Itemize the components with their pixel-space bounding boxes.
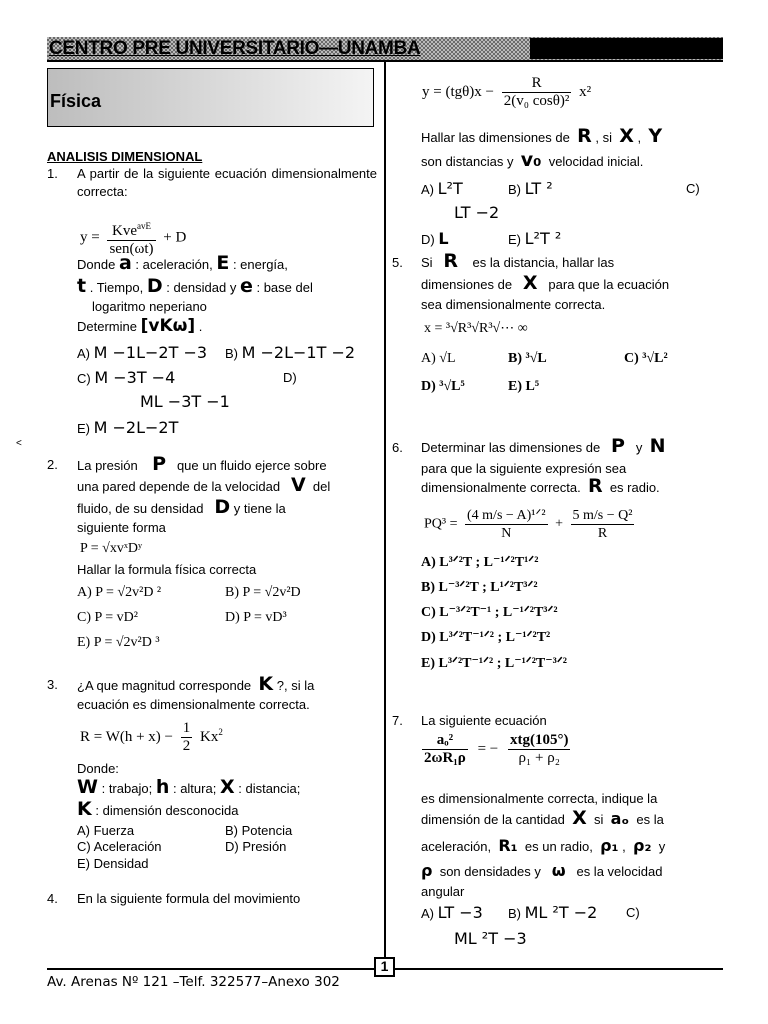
q4-l1a: Hallar las dimensiones de [421,130,570,145]
q7-var-w: ω [551,861,566,880]
q1-d7: logaritmo neperiano [92,299,207,314]
q6-plus: + [555,516,564,532]
q1-opt-b-val: M −2L−1T −2 [241,343,356,362]
q5-var-X: X [522,272,538,294]
q3-w-desc: : trabajo; [101,781,153,796]
q1-donde-line [77,252,288,274]
q6-opt-e: E) L³ᐟ²T⁻¹ᐟ² ; L⁻¹ᐟ²T⁻³ᐟ² [421,656,567,671]
q2-var-D: D [214,496,231,518]
q3-var-K2: K [77,798,92,820]
q4-eq-tail: x² [579,83,592,100]
q3-opt-c: C) Aceleración [77,839,162,854]
q2-opt-b: B) P = √2v²D [225,585,301,600]
q6-opt-a: A) L³ᐟ²T ; L⁻¹ᐟ²T¹ᐟ² [421,555,539,570]
q2-opt-d: D) P = vD³ [225,610,287,625]
q7-eq: = − [477,740,499,757]
q4-opt-b: B) [508,182,521,197]
q4-opt-c: C) [686,181,700,196]
q5-l2a: dimensiones de [421,277,513,292]
q4-option-b [508,180,553,198]
q5-line3: sea dimensionalmente correcta. [421,297,606,312]
q6-line2: para que la siguiente expresión sea [421,461,627,476]
q5-opt-a: A) √L [421,351,456,366]
q7-line5 [421,862,662,880]
q3-line1 [77,673,315,695]
q1-d2: : aceleración, [135,257,213,272]
q7-var-p: ρ [421,861,433,880]
q3-opt-b: B) Potencia [225,823,293,838]
q7-option-b [508,904,597,922]
q7-var-R1: R₁ [498,836,518,855]
q2-formula: P = √xvˣDʸ [80,541,143,556]
q7-l4b: es un radio, [524,839,593,854]
q6-f1-den: N [501,526,512,541]
q4-opt-a: A) [421,182,434,197]
q5-formula: x = ³√R³√R³√⋯ ∞ [424,321,528,336]
q4-text: En la siguiente formula del movimiento [77,891,301,906]
q5-l1b: es la distancia, hallar las [472,255,615,270]
q7-option-a [421,904,483,922]
q2-l2a: una pared depende de la velocidad [77,479,281,494]
q1-option-b [225,344,355,362]
q4-option-a [421,180,463,198]
q1-det-expr: [vKω] [140,316,196,336]
q7-y: y [658,839,666,854]
q4-line2 [421,149,644,171]
q1-opt-e-val: M −2L−2T [93,418,179,437]
q2-l3b: y tiene la [233,501,286,516]
q3-x-desc: : distancia; [238,781,301,796]
q1-determine: Determine [vKω] . [77,316,203,336]
q1-stem: A partir de la siguiente ecuación dimensionalmente correcta: [77,166,377,199]
q2-l2b: del [312,479,331,494]
q6-y: y [635,440,643,455]
q5-number: 5. [392,255,403,270]
q6-var-N: N [649,435,666,457]
q4-var-X: X [619,125,634,147]
q6-f2-num: 5 m/s − Q² [572,508,633,523]
q4-opt-d-val: L [438,229,449,248]
q3-eq-num: 1 [182,720,191,736]
q6-opt-b: B) L⁻³ᐟ²T ; L¹ᐟ²T³ᐟ² [421,580,538,595]
q3-vars-line [77,776,301,798]
q4-opt-c-val: LT −2 [454,203,500,222]
q4-var-R: R [577,125,592,147]
q4-opt-b-val: LT ² [524,179,553,198]
q7-line6: angular [421,884,465,899]
q3-opt-e: E) Densidad [77,856,149,871]
q2-var-P: P [152,453,167,475]
q1-d5: : densidad y [166,280,237,295]
q2-line1 [77,453,377,475]
q2-var-V: V [290,474,306,496]
q3-eq-lhs: R = W(h + x) − [80,728,174,745]
q3-var-X: X [219,776,235,798]
q2-opt-a: A) P = √2v²D ² [77,585,162,600]
q2-hallar: Hallar la formula física correcta [77,562,257,577]
q1-det-label: Determine [77,319,137,334]
q6-f2-den: R [597,526,608,541]
q6-var-R: R [587,475,603,497]
q3-l1a: ¿A que magnitud corresponde [77,678,252,693]
q1-number: 1. [47,166,58,181]
q6-number: 6. [392,440,403,455]
q7-line2: es dimensionalmente correcta, indique la [421,791,658,806]
q5-opt-c: C) ³√L² [624,351,668,366]
q3-donde: Donde: [77,761,119,776]
q2-l1b: que un fluido ejerce sobre [176,458,327,473]
q6-f1-num: (4 m/s − A)¹ᐟ² [467,508,546,523]
q5-opt-b: B) ³√L [508,351,547,366]
q2-line4: siguiente forma [77,520,166,535]
q4-comma: , [637,130,642,145]
q1-opt-d-val: ML −3T −1 [140,392,230,411]
q6-l3b: es radio. [609,480,660,495]
header-title: CENTRO PRE UNIVERSITARIO—UNAMBA [49,38,421,59]
q7-opt-a-val: LT −3 [437,903,483,922]
page-number: 1 [374,957,395,977]
q6-line3 [421,475,660,497]
q7-l5a: son densidades y [439,864,541,879]
q6-opt-c: C) L⁻³ᐟ²T⁻¹ ; L⁻¹ᐟ²T³ᐟ² [421,605,558,620]
q3-equation [80,720,223,755]
q5-l2b: para que la ecuación [548,277,670,292]
q5-l1a: Si [421,255,433,270]
q1-opt-a-val: M −1L−2T −3 [93,343,208,362]
q7-var-p2: ρ₂ [633,836,652,855]
q4-opt-e: E) [508,232,521,247]
q7-f2-num: xtg(105°) [510,732,569,748]
q5-line1 [421,250,615,272]
q7-line1: La siguiente ecuación [421,713,547,728]
q7-f1-num: aₒ² [422,732,468,750]
q7-opt-b: B) [508,906,521,921]
header-black-block [530,38,723,59]
q6-equation [424,507,638,542]
q5-var-R: R [443,250,459,272]
q6-var-P: P [611,435,625,457]
q1-d6: : base del [256,280,313,295]
q1-var-E: E [216,252,230,274]
q2-l1a: La presión [77,458,138,473]
q4-option-e [508,230,561,248]
q3-h-desc: : altura; [172,781,217,796]
q2-l3a: fluido, de su densidad [77,501,204,516]
subject-title: Física [50,91,102,111]
q1-var-t: t [77,275,87,297]
q2-number: 2. [47,457,58,472]
q3-var-W: W [77,776,98,798]
q3-number: 3. [47,677,58,692]
q7-equation [422,732,570,767]
q1-options-ab [77,344,207,362]
stray-mark: ˂ [16,438,22,449]
q6-eq-lhs: PQ³ = [424,516,458,532]
q1-opt-e: E) [77,421,90,436]
q3-k-desc: : dimensión desconocida [95,803,239,818]
q1-vars-line [77,275,313,297]
q7-opt-a: A) [421,906,434,921]
q6-l1a: Determinar las dimensiones de [421,440,601,455]
q6-l3a: dimensionalmente correcta. [421,480,581,495]
footer-address: Av. Arenas Nº 121 –Telf. 322577–Anexo 302 [47,974,340,990]
q3-opt-a: A) Fuerza [77,823,135,838]
q4-option-d [421,230,449,248]
q6-opt-d: D) L³ᐟ²T⁻¹ᐟ² ; L⁻¹ᐟ²T² [421,630,551,645]
q1-option-e [77,419,178,437]
q4-opt-d: D) [421,232,435,247]
q4-eq-num: R [502,75,572,93]
q1-option-c [77,369,175,387]
q2-line2 [77,474,331,496]
q4-eq-den: 2(v₀ cosθ)² [503,93,570,109]
q1-opt-c-val: M −3T −4 [94,368,176,387]
q2-opt-e: E) P = √2v²D ³ [77,635,160,650]
q4-line1 [421,125,663,147]
q1-var-e: e [239,275,253,297]
q3-eq-den: 2 [182,738,191,754]
q1-opt-a: A) [77,346,90,361]
q3-var-K: K [258,673,274,695]
q1-opt-d: D) [283,370,297,385]
q5-opt-d: D) ³√L⁵ [421,379,465,394]
q6-line1 [421,435,666,457]
q3-line2: ecuación es dimensionalmente correcta. [77,697,310,712]
q4-equation [422,75,591,110]
column-divider [384,62,386,970]
q7-opt-c: C) [626,905,640,920]
q1-eq-num: Kve [111,223,137,239]
q7-l3b: si [593,812,604,827]
q7-f1-den: 2ωR₁ρ [424,750,466,766]
q7-var-p1: ρ₁ [600,836,619,855]
q3-eq-exp: 2 [218,726,223,737]
q1-eq-lhs: y = [80,229,100,246]
q5-opt-e: E) L⁵ [508,379,540,394]
q1-d4: . Tiempo, [89,280,144,295]
q5-line2 [421,272,670,294]
q7-number: 7. [392,713,403,728]
q1-var-D: D [146,275,163,297]
q7-var-X: X [572,807,587,829]
q1-equation [80,218,186,258]
q1-eq-exp: avE [136,221,151,231]
q4-opt-a-val: L²T [437,179,463,198]
q3-var-h: h [155,776,170,798]
q1-opt-c: C) [77,371,91,386]
q7-var-ao: aₒ [610,809,630,828]
q2-line3 [77,496,286,518]
q4-number: 4. [47,891,58,906]
q7-l5b: es la velocidad [576,864,663,879]
q7-l3c: es la [636,812,664,827]
q7-f2-den: ρ₁ + ρ₂ [518,750,560,766]
q2-opt-c: C) P = vD² [77,610,138,625]
q3-k-line [77,798,239,820]
q1-eq-tail: + D [163,229,187,246]
q3-opt-d: D) Presión [225,839,287,854]
q4-l2b: velocidad inicial. [548,154,644,169]
q1-d3: : energía, [232,257,288,272]
q7-l3a: dimensión de la cantidad [421,812,565,827]
q1-var-a: a [118,252,132,274]
q1-opt-b: B) [225,346,238,361]
q7-l4a: aceleración, [421,839,492,854]
q3-l1b: ?, si la [276,678,315,693]
q7-c1: , [622,839,626,854]
q7-line3 [421,807,664,829]
q4-var-Y: Y [648,125,663,147]
q4-l1b: , si [595,130,612,145]
q4-opt-e-val: L²T ² [524,229,562,248]
q4-eq-lhs: y = (tgθ)x − [422,83,495,100]
q7-opt-c-val: ML ²T −3 [454,929,527,948]
q3-eq-tail: Kx [200,728,219,745]
q4-l2a: son distancias y [421,154,514,169]
q7-opt-b-val: ML ²T −2 [524,903,598,922]
q4-var-v0: v₀ [520,149,542,171]
section-title: ANALISIS DIMENSIONAL [47,149,203,164]
subject-box [47,68,374,127]
q1-eq-den: sen(ωt) [109,241,154,257]
q1-donde: Donde [77,257,116,272]
q7-line4 [421,837,665,855]
